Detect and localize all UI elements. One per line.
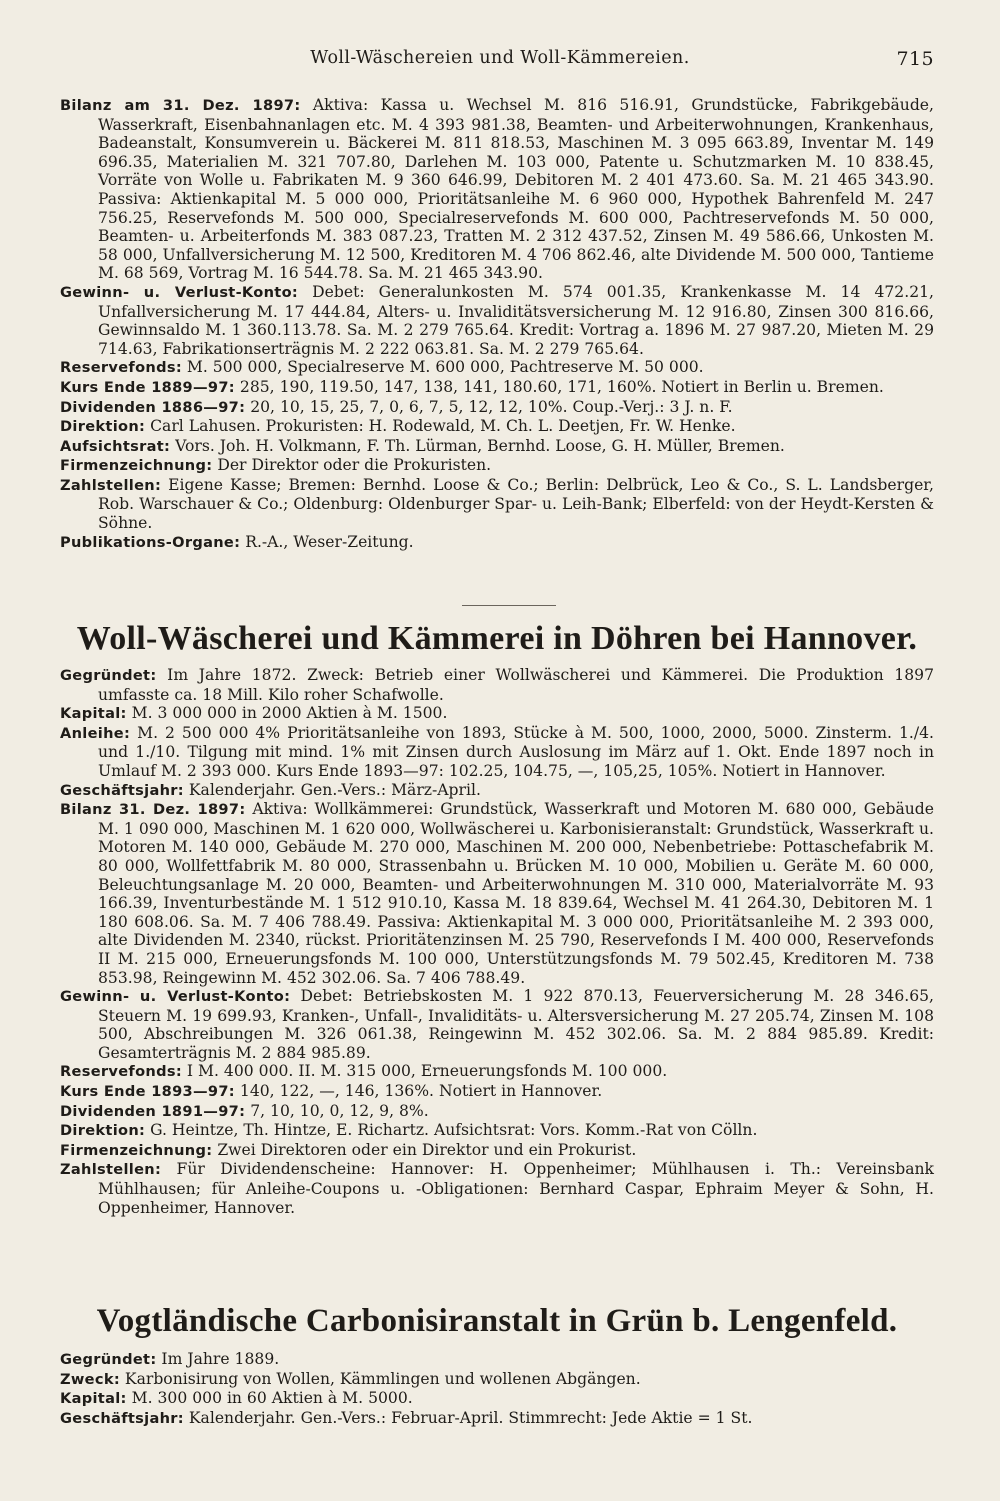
entry-text: Kalenderjahr. Gen.-Vers.: Februar-April. Stimmrecht: Jede Aktie = 1 St. — [183, 1408, 753, 1427]
entry-text: 140, 122, —, 146, 136%. Notiert in Hannover. — [234, 1082, 603, 1101]
entry-text: 20, 10, 15, 25, 7, 0, 6, 7, 5, 12, 12, 10%. Coup.-Verj.: 3 J. n. F. — [245, 397, 733, 416]
entry-paragraph — [60, 476, 934, 533]
entry-label: Dividenden 1886—97: — [60, 398, 246, 416]
entry-text: R.-A., Weser-Zeitung. — [240, 532, 414, 551]
entry-text: M. 3 000 000 in 2000 Aktien à M. 1500. — [126, 704, 448, 723]
entry-label: Kurs Ende 1893—97: — [60, 1083, 235, 1101]
entry-label: Direktion: — [60, 1122, 146, 1140]
entry-label: Kapital: — [60, 1390, 127, 1408]
entry-label: Gegründet: — [60, 667, 157, 684]
entry-label: Gegründet: — [60, 1351, 157, 1368]
entry-text: Debet: Betriebskosten M. 1 922 870.13, Feuerversicherung M. 28 346.65, Steuern M. 19 699.93, Kranken-, Unfall-, Invaliditäts- u. Altersversicherung M. 27 205.74, Zinsen M. 108 500, Abschreibungen M. 326 061.38, Reingewinn M. 452 302.06. Sa. M. 2 884 985.89. Kredit: Gesamterträgnis M. 2 884 985.89. — [98, 987, 934, 1062]
entry-paragraph — [60, 1370, 934, 1390]
entry-text: I M. 400 000. II. M. 315 000, Erneuerungsfonds M. 100 000. — [181, 1062, 668, 1081]
entry-paragraph — [60, 800, 934, 987]
entry-text: Aktiva: Wollkämmerei: Grundstück, Wasserkraft und Motoren M. 680 000, Gebäude M. 1 090 000, Maschinen M. 1 620 000, Wollwäscherei u. Karbonisieranstalt: Grundstück, Wasserkraft u. Motoren M. 140 000, Gebäude M. 270 000, Maschinen M. 200 000, Nebenbetriebe: Pottaschefabrik M. 80 000, Wollfettfabrik M. 80 000, Strassenbahn u. Brücken M. 10 000, Mobilien u. Geräte M. 60 000, Beleuchtungsanlage M. 20 000, Beamten- und Arbeiterwohnungen M. 310 000, Materialvorräte M. 93 166.39, Inventurbestände M. 1 512 910.10, Kassa M. 18 839.64, Wechsel M. 41 264.30, Debitoren M. 1 180 608.06. Sa. M. 7 406 788.49. Passiva: Aktienkapital M. 3 000 000, Prioritätsanleihe M. 2 393 000, alte Dividenden M. 2340, rückst. Prioritätenzinsen M. 25 790, Reservefonds I M. 400 000, Reservefonds II M. 215 000, Erneuerungsfonds M. 100 000, Unterstützungsfonds M. 79 502.45, Kreditoren M. 738 853.98, Reingewinn M. 452 302.06. Sa. 7 406 788.49. — [98, 800, 934, 987]
entry-label: Zahlstellen: — [60, 476, 162, 494]
company-heading-3: Vogtländische Carbonisiranstalt in Grün b. Lengenfeld. — [96, 1303, 898, 1339]
entry-text: Eigene Kasse; Bremen: Bernhd. Loose & Co.; Berlin: Delbrück, Leo & Co., S. L. Landsberger, Rob. Warschauer & Co.; Oldenburg: Oldenburger Spar- u. Leih-Bank; Elberfeld: von der Heydt-Kersten & Söhne. — [98, 475, 934, 533]
entry-text: G. Heintze, Th. Hintze, E. Richartz. Aufsichtsrat: Vors. Komm.-Rat von Cölln. — [145, 1121, 758, 1140]
entry-text: Im Jahre 1872. Zweck: Betrieb einer Wollwäscherei und Kämmerei. Die Produktion 1897 umfasste ca. 18 Mill. Kilo roher Schafwolle. — [98, 666, 934, 704]
entry-label: Bilanz 31. Dez. 1897: — [60, 801, 246, 819]
entry-label: Aufsichtsrat: — [60, 437, 171, 455]
entry-paragraph — [60, 533, 934, 553]
running-header — [0, 46, 1000, 74]
entry-text: Für Dividendenscheine: Hannover: H. Oppenheimer; Mühlhausen i. Th.: Vereinsbank Mühlhausen; für Anleihe-Coupons u. -Obligationen: Bernhard Caspar, Ephraim Meyer & Sohn, H. Oppenheimer, Hannover. — [98, 1160, 934, 1217]
entry-paragraph — [60, 1350, 934, 1370]
company-heading-2: Woll-Wäscherei und Kämmerei in Döhren bei Hannover. — [76, 620, 918, 657]
entry-label: Publikations-Organe: — [60, 533, 241, 551]
entry-paragraph — [60, 456, 934, 476]
entry-label: Reservefonds: — [60, 359, 182, 377]
company-entry-3 — [60, 1350, 934, 1428]
entry-label: Firmenzeichnung: — [60, 1141, 213, 1159]
entry-paragraph — [60, 358, 934, 378]
entry-label: Geschäftsjahr: — [60, 1409, 184, 1427]
entry-paragraph — [60, 378, 934, 398]
entry-label: Direktion: — [60, 418, 146, 436]
entry-paragraph — [60, 283, 934, 358]
company-entry-1 — [60, 96, 934, 552]
entry-label: Bilanz am 31. Dez. 1897: — [60, 97, 301, 114]
entry-text: Aktiva: Kassa u. Wechsel M. 816 516.91, Grundstücke, Fabrikgebäude, Wasserkraft, Eisenbahnanlagen etc. M. 4 393 981.38, Beamten- und Arbeiterwohnungen, Krankenhaus, Badeanstalt, Konsumverein u. Bäckerei M. 811 818.53, Maschinen M. 3 095 663.89, Inventar M. 149 696.35, Materialien M. 321 707.80, Darlehen M. 103 000, Patente u. Schutzmarken M. 10 838.45, Vorräte von Wolle u. Fabrikaten M. 9 360 646.99, Debitoren M. 2 401 473.60. Sa. M. 21 465 343.90. Passiva: Aktienkapital M. 5 000 000, Prioritätsanleihe M. 6 960 000, Hypothek Bahrenfeld M. 247 756.25, Reservefonds M. 500 000, Specialreservefonds M. 600 000, Pachtreservefonds M. 50 000, Beamten- u. Arbeiterfonds M. 383 087.23, Tratten M. 2 312 437.52, Zinsen M. 49 586.66, Unkosten M. 58 000, Unfallversicherung M. 12 500, Kreditoren M. 4 706 862.46, alte Dividende M. 500 000, Tantieme M. 68 569, Vortrag M. 16 544.78. Sa. M. 21 465 343.90. — [98, 96, 934, 283]
entry-paragraph — [60, 437, 934, 457]
entry-label: Gewinn- u. Verlust-Konto: — [60, 988, 291, 1006]
entry-paragraph — [60, 1062, 934, 1082]
section-divider — [462, 605, 556, 606]
entry-text: Vors. Joh. H. Volkmann, F. Th. Lürman, Bernhd. Loose, G. H. Müller, Bremen. — [170, 436, 785, 455]
entry-label: Firmenzeichnung: — [60, 457, 213, 475]
entry-paragraph — [60, 96, 934, 283]
entry-paragraph — [60, 1102, 934, 1122]
entry-paragraph — [60, 417, 934, 437]
company-entry-2 — [60, 666, 934, 1217]
entry-text: Kalenderjahr. Gen.-Vers.: März-April. — [183, 780, 481, 799]
entry-paragraph — [60, 1160, 934, 1217]
entry-text: M. 300 000 in 60 Aktien à M. 5000. — [126, 1389, 413, 1408]
entry-text: Carl Lahusen. Prokuristen: H. Rodewald, M. Ch. L. Deetjen, Fr. W. Henke. — [145, 417, 736, 436]
entry-paragraph — [60, 724, 934, 781]
entry-paragraph — [60, 398, 934, 418]
page-number: 715 — [896, 48, 934, 70]
entry-label: Kurs Ende 1889—97: — [60, 378, 235, 396]
entry-paragraph — [60, 781, 934, 801]
entry-label: Gewinn- u. Verlust-Konto: — [60, 283, 299, 301]
entry-text: 285, 190, 119.50, 147, 138, 141, 180.60, 171, 160%. Notiert in Berlin u. Bremen. — [234, 377, 884, 396]
entry-paragraph — [60, 987, 934, 1062]
entry-paragraph — [60, 1141, 934, 1161]
entry-label: Zahlstellen: — [60, 1161, 162, 1179]
entry-paragraph — [60, 1389, 934, 1409]
entry-label: Reservefonds: — [60, 1063, 182, 1081]
entry-text: Zwei Direktoren oder ein Direktor und ein Prokurist. — [212, 1140, 637, 1159]
entry-label: Dividenden 1891—97: — [60, 1102, 246, 1120]
entry-text: Im Jahre 1889. — [156, 1350, 280, 1368]
entry-paragraph — [60, 1121, 934, 1141]
running-title: Woll-Wäschereien und Woll-Kämmereien. — [310, 48, 690, 68]
entry-text: Karbonisirung von Wollen, Kämmlingen und wollenen Abgängen. — [119, 1369, 641, 1388]
entry-paragraph — [60, 666, 934, 704]
entry-text: Der Direktor oder die Prokuristen. — [212, 456, 492, 475]
entry-label: Anleihe: — [60, 724, 131, 742]
entry-text: M. 2 500 000 4% Prioritätsanleihe von 1893, Stücke à M. 500, 1000, 2000, 5000. Zinsterm. 1./4. und 1./10. Tilgung mit mind. 1% mit Zinsen durch Auslosung im März auf 1. Okt. Ende 1897 noch in Umlauf M. 2 393 000. Kurs Ende 1893—97: 102.25, 104.75, —, 105,25, 105%. Notiert in Hannover. — [98, 723, 934, 780]
entry-label: Geschäftsjahr: — [60, 781, 184, 799]
entry-paragraph — [60, 704, 934, 724]
entry-paragraph — [60, 1082, 934, 1102]
entry-text: M. 500 000, Specialreserve M. 600 000, Pachtreserve M. 50 000. — [181, 358, 704, 377]
entry-label: Kapital: — [60, 705, 127, 723]
entry-label: Zweck: — [60, 1370, 120, 1388]
entry-text: Debet: Generalunkosten M. 574 001.35, Krankenkasse M. 14 472.21, Unfallversicherung M. 17 444.84, Alters- u. Invaliditätsversicherung M. 12 916.80, Zinsen 300 816.66, Gewinnsaldo M. 1 360.113.78. Sa. M. 2 279 765.64. Kredit: Vortrag a. 1896 M. 27 987.20, Mieten M. 29 714.63, Fabrikationserträgnis M. 2 222 063.81. Sa. M. 2 279 765.64. — [98, 282, 934, 358]
entry-text: 7, 10, 10, 0, 12, 9, 8%. — [245, 1101, 429, 1120]
entry-paragraph — [60, 1409, 934, 1429]
